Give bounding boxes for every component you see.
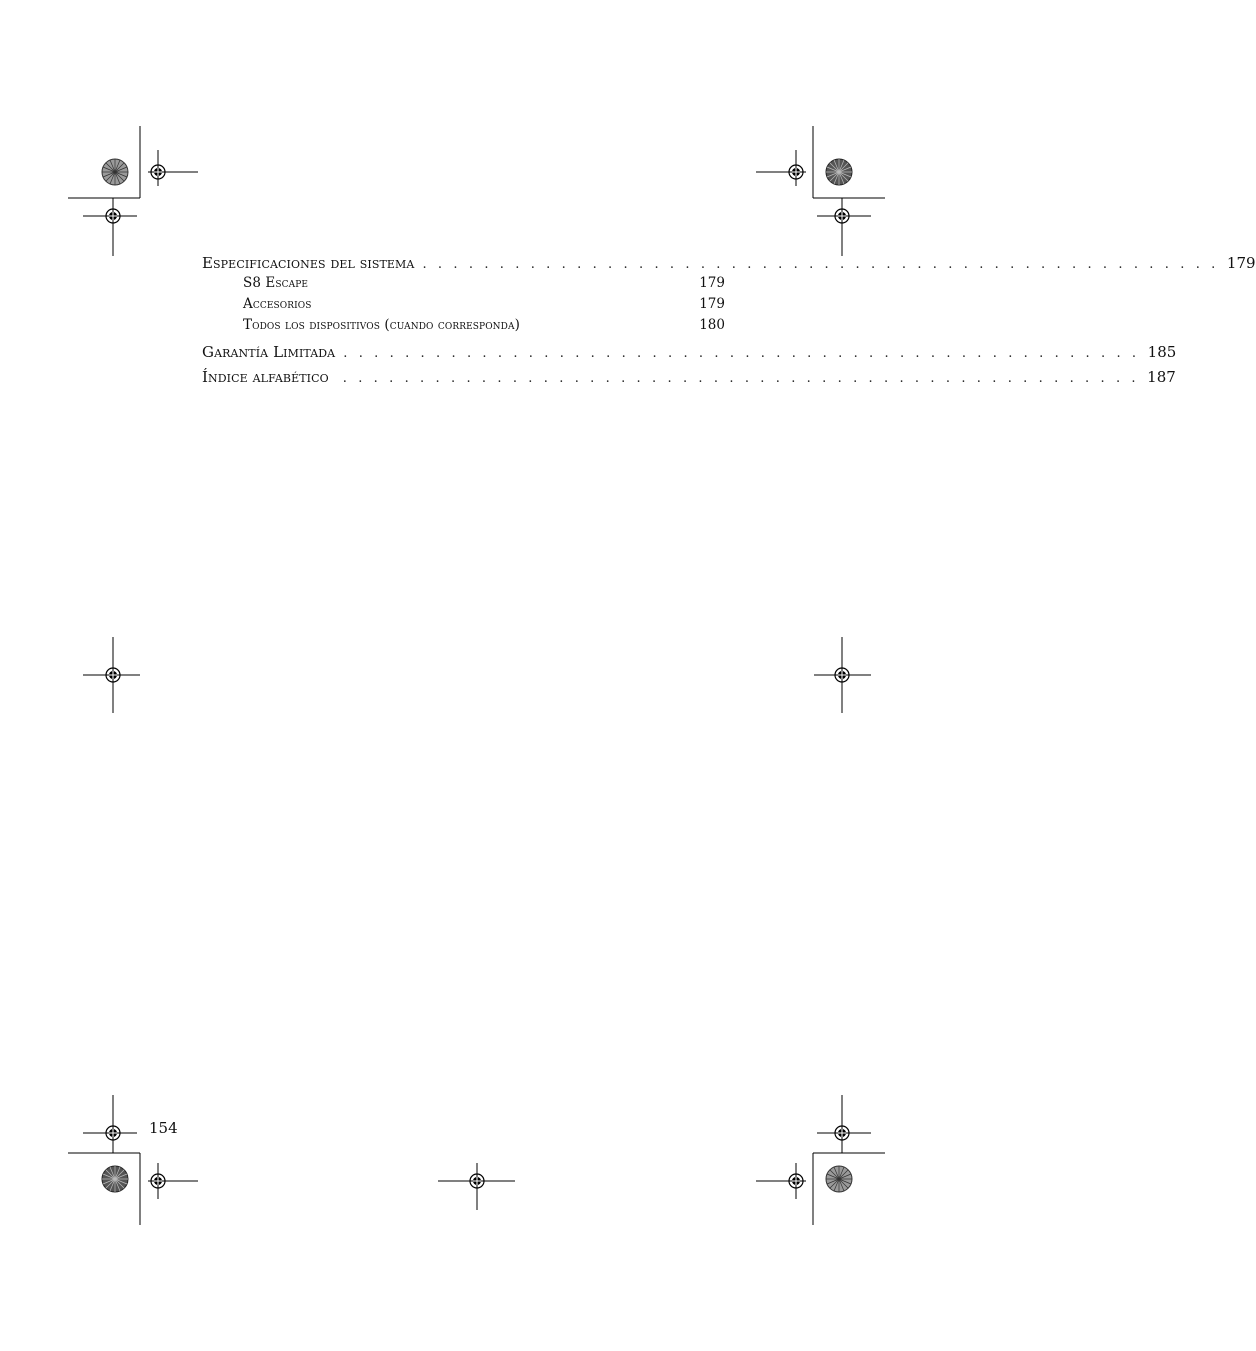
toc-entry-title: Índice alfabético [202,368,329,386]
registration-mark-top-left [68,126,198,256]
toc-entry-page: 179 [699,296,725,312]
toc-leader-dots: . . . . . . . . . . . . . . . . . . . . . . . . . . . . . . . . . . . . . . . . . . . . . . . . . . . . [343,346,1140,361]
toc-entry-page: 187 [1147,368,1176,386]
toc-entry-title: Todos los dispositivos (cuando corresponda) [243,317,520,333]
registration-mark-top-right [756,126,885,256]
toc-entry-page: 180 [699,317,725,333]
toc-entry-page: 179 [1226,254,1256,272]
toc-entry-title: Especificaciones del sistema [202,254,415,272]
toc-entry-title: S8 Escape [243,275,309,291]
toc-entry-title: Garantía Limitada [202,343,336,361]
toc-leader-dots: . . . . . . . . . . . . . . . . . . . . . . . . . . . . . . . . . . . . . . . . . . . . . . . . . . . . [422,257,1219,272]
toc-entry-page: 185 [1147,343,1177,361]
registration-mark-bottom-right [756,1095,885,1225]
registration-mark-middle-right [814,637,871,713]
registration-mark-middle-left [83,637,140,713]
toc-entry-page: 179 [699,275,725,291]
toc-leader-dots: . . . . . . . . . . . . . . . . . . . . . . . . . . . . . . . . . . . . . . . . . . . . . . . . . . . . [342,371,1140,386]
toc-entry-title: Accesorios [243,296,312,312]
registration-mark-bottom-left [68,1095,198,1225]
registration-mark-bottom-center [438,1163,515,1210]
page-number: 154 [149,1119,178,1137]
